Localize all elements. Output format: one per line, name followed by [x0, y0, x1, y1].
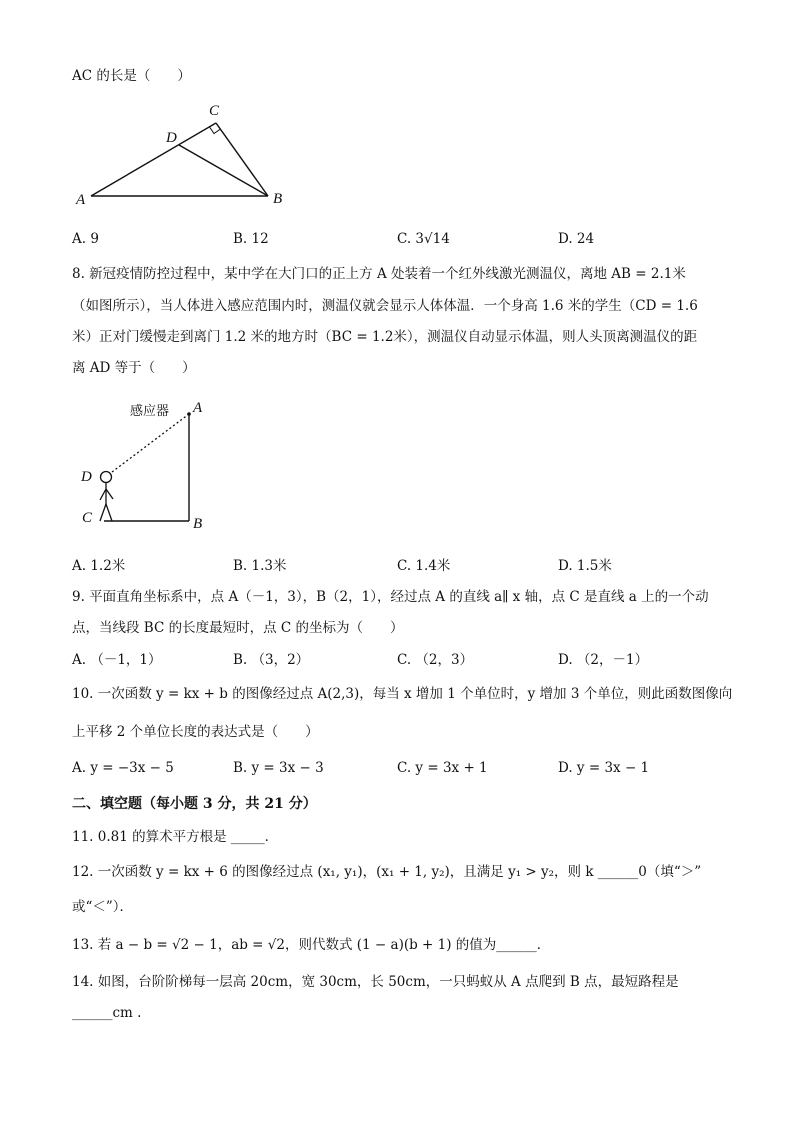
q9-option-b: B. （3，2）: [233, 652, 310, 668]
q7-label-c: C: [209, 103, 220, 119]
q8-label-d: D: [81, 469, 92, 485]
q9-option-c: C. （2，3）: [397, 652, 474, 668]
q8-sight-line-da: [112, 414, 189, 472]
q7-label-a: A: [76, 192, 86, 208]
q7-label-b: B: [273, 191, 283, 207]
q8-sensor-label: 感应器: [130, 404, 170, 419]
q8-option-c: C. 1.4米: [397, 558, 451, 574]
q10-line-1: 10. 一次函数 y = kx + b 的图像经过点 A(2,3)，每当 x 增加 1 个单位时，y 增加 3 个单位，则此函数图像向: [72, 686, 733, 702]
q12-line-2: 或“＜”）．: [72, 899, 134, 915]
q10-option-a: A. y = −3x − 5: [72, 760, 174, 776]
q8-label-b: B: [193, 516, 203, 532]
q8-line-1: 8. 新冠疫情防控过程中，某中学在大门口的正上方 A 处装着一个红外线激光测温仪，离地 AB = 2.1米: [72, 266, 686, 282]
q8-student-icon: [100, 472, 113, 522]
q8-line-2: （如图所示），当人体进入感应范围内时，测温仪就会显示人体体温．一个身高 1.6 米的学生（CD = 1.6: [72, 298, 698, 314]
q8-label-a: A: [193, 400, 203, 416]
q9-option-d: D. （2，－1）: [558, 652, 649, 668]
section-2-title: 二、填空题（每小题 3 分，共 21 分）: [72, 796, 317, 812]
q8-sensor-dot: [187, 412, 191, 416]
q8-label-c: C: [82, 510, 93, 526]
q8-option-d: D. 1.5米: [558, 558, 612, 574]
q8-option-a: A. 1.2米: [72, 558, 126, 574]
q9-line-2: 点，当线段 BC 的长度最短时，点 C 的坐标为（ ）: [72, 620, 404, 636]
q14-line-2: ______cm .: [72, 1005, 142, 1021]
q13-text: 13. 若 a − b = √2 − 1，ab = √2，则代数式 (1 − a)(b + 1) 的值为______．: [72, 937, 551, 953]
q7-stem: AC 的长是（ ）: [72, 68, 191, 84]
q7-label-d: D: [166, 130, 177, 146]
q14-line-1: 14. 如图，台阶阶梯每一层高 20cm，宽 30cm，长 50cm，一只蚂蚁从 A 点爬到 B 点，最短路程是: [72, 974, 679, 990]
q12-line-1: 12. 一次函数 y = kx + 6 的图像经过点 (x₁, y₁)，(x₁ + 1, y₂)，且满足 y₁ > y₂，则 k ______0（填“＞”: [72, 864, 702, 880]
q7-option-d: D. 24: [558, 231, 595, 247]
q7-option-a: A. 9: [72, 231, 99, 247]
q9-option-a: A. （－1，1）: [72, 652, 162, 668]
q8-line-3: 米）正对门缓慢走到离门 1.2 米的地方时（BC = 1.2米），测温仪自动显示体温，则人头顶离测温仪的距: [72, 329, 698, 345]
q10-option-b: B. y = 3x − 3: [233, 760, 324, 776]
q7-option-c: C. 3√14: [397, 231, 450, 247]
q8-option-b: B. 1.3米: [233, 558, 287, 574]
q9-line-1: 9. 平面直角坐标系中，点 A（－1，3），B（2，1），经过点 A 的直线 a∥ x 轴，点 C 是直线 a 上的一个动: [72, 589, 709, 605]
q10-option-d: D. y = 3x − 1: [558, 760, 650, 776]
q7-option-b: B. 12: [233, 231, 269, 247]
q10-line-2: 上平移 2 个单位长度的表达式是（ ）: [72, 724, 319, 740]
q8-line-4: 离 AD 等于（ ）: [72, 360, 196, 376]
q11-text: 11. 0.81 的算术平方根是 _____．: [72, 829, 279, 845]
q10-option-c: C. y = 3x + 1: [397, 760, 488, 776]
